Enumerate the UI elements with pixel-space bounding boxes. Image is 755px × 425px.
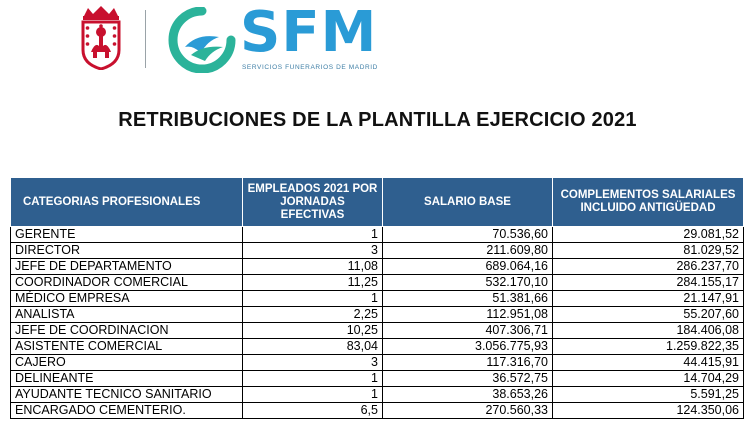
cell-category: CAJERO — [11, 355, 243, 371]
cell-category: JEFE DE COORDINACION — [11, 323, 243, 339]
cell-employees: 3 — [243, 355, 383, 371]
cell-base-salary: 211.609,80 — [383, 243, 553, 259]
cell-employees: 1 — [243, 291, 383, 307]
cell-employees: 1 — [243, 387, 383, 403]
cell-category: DIRECTOR — [11, 243, 243, 259]
cell-complements: 21.147,91 — [553, 291, 744, 307]
cell-complements: 284.155,17 — [553, 275, 744, 291]
cell-employees: 10,25 — [243, 323, 383, 339]
cell-category: ASISTENTE COMERCIAL — [11, 339, 243, 355]
cell-category: GERENTE — [11, 227, 243, 243]
cell-complements: 55.207,60 — [553, 307, 744, 323]
cell-employees: 3 — [243, 243, 383, 259]
table-row — [11, 371, 744, 387]
sfm-logo-mark — [167, 7, 237, 73]
cell-complements: 124.350,06 — [553, 403, 744, 419]
logo-divider — [145, 10, 146, 68]
sfm-logo-subtitle: SERVICIOS FUNERARIOS DE MADRID — [242, 64, 378, 71]
column-header-base-salary: SALARIO BASE — [383, 178, 553, 227]
document-title: RETRIBUCIONES DE LA PLANTILLA EJERCICIO 2021 — [118, 109, 637, 131]
table-row — [11, 227, 744, 243]
sfm-logo-text: SFM — [240, 0, 378, 65]
cell-base-salary: 70.536,60 — [383, 227, 553, 243]
table-header-row — [11, 178, 744, 227]
table-row — [11, 307, 744, 323]
cell-complements: 286.237,70 — [553, 259, 744, 275]
salary-table — [10, 177, 744, 419]
cell-base-salary: 117.316,70 — [383, 355, 553, 371]
cell-employees: 11,25 — [243, 275, 383, 291]
cell-complements: 1.259.822,35 — [553, 339, 744, 355]
cell-category: ENCARGADO CEMENTERIO. — [11, 403, 243, 419]
table-row — [11, 403, 744, 419]
cell-complements: 29.081,52 — [553, 227, 744, 243]
cell-base-salary: 36.572,75 — [383, 371, 553, 387]
table-row — [11, 387, 744, 403]
table-row — [11, 275, 744, 291]
column-header-complements: COMPLEMENTOS SALARIALES INCLUIDO ANTIGÜEDAD — [553, 178, 744, 227]
cell-base-salary: 689.064,16 — [383, 259, 553, 275]
madrid-coat-of-arms-logo — [78, 6, 124, 70]
cell-base-salary: 407.306,71 — [383, 323, 553, 339]
cell-employees: 1 — [243, 371, 383, 387]
cell-category: AYUDANTE TECNICO SANITARIO — [11, 387, 243, 403]
cell-employees: 6,5 — [243, 403, 383, 419]
cell-complements: 44.415,91 — [553, 355, 744, 371]
cell-category: ANALISTA — [11, 307, 243, 323]
cell-category: DELINEANTE — [11, 371, 243, 387]
table-row — [11, 243, 744, 259]
cell-base-salary: 270.560,33 — [383, 403, 553, 419]
cell-complements: 184.406,08 — [553, 323, 744, 339]
cell-category: JEFE DE DEPARTAMENTO — [11, 259, 243, 275]
table-row — [11, 291, 744, 307]
column-header-employees: EMPLEADOS 2021 POR JORNADAS EFECTIVAS — [243, 178, 383, 227]
cell-base-salary: 112.951,08 — [383, 307, 553, 323]
cell-employees: 1 — [243, 227, 383, 243]
table-row — [11, 355, 744, 371]
cell-category: COORDINADOR COMERCIAL — [11, 275, 243, 291]
cell-employees: 11,08 — [243, 259, 383, 275]
cell-complements: 81.029,52 — [553, 243, 744, 259]
table-row — [11, 339, 744, 355]
cell-category: MÉDICO EMPRESA — [11, 291, 243, 307]
cell-employees: 2,25 — [243, 307, 383, 323]
cell-complements: 5.591,25 — [553, 387, 744, 403]
cell-base-salary: 532.170,10 — [383, 275, 553, 291]
cell-complements: 14.704,29 — [553, 371, 744, 387]
column-header-category: CATEGORIAS PROFESIONALES — [11, 178, 243, 227]
cell-base-salary: 38.653,26 — [383, 387, 553, 403]
cell-base-salary: 51.381,66 — [383, 291, 553, 307]
table-row — [11, 323, 744, 339]
cell-employees: 83,04 — [243, 339, 383, 355]
table-row — [11, 259, 744, 275]
cell-base-salary: 3.056.775,93 — [383, 339, 553, 355]
